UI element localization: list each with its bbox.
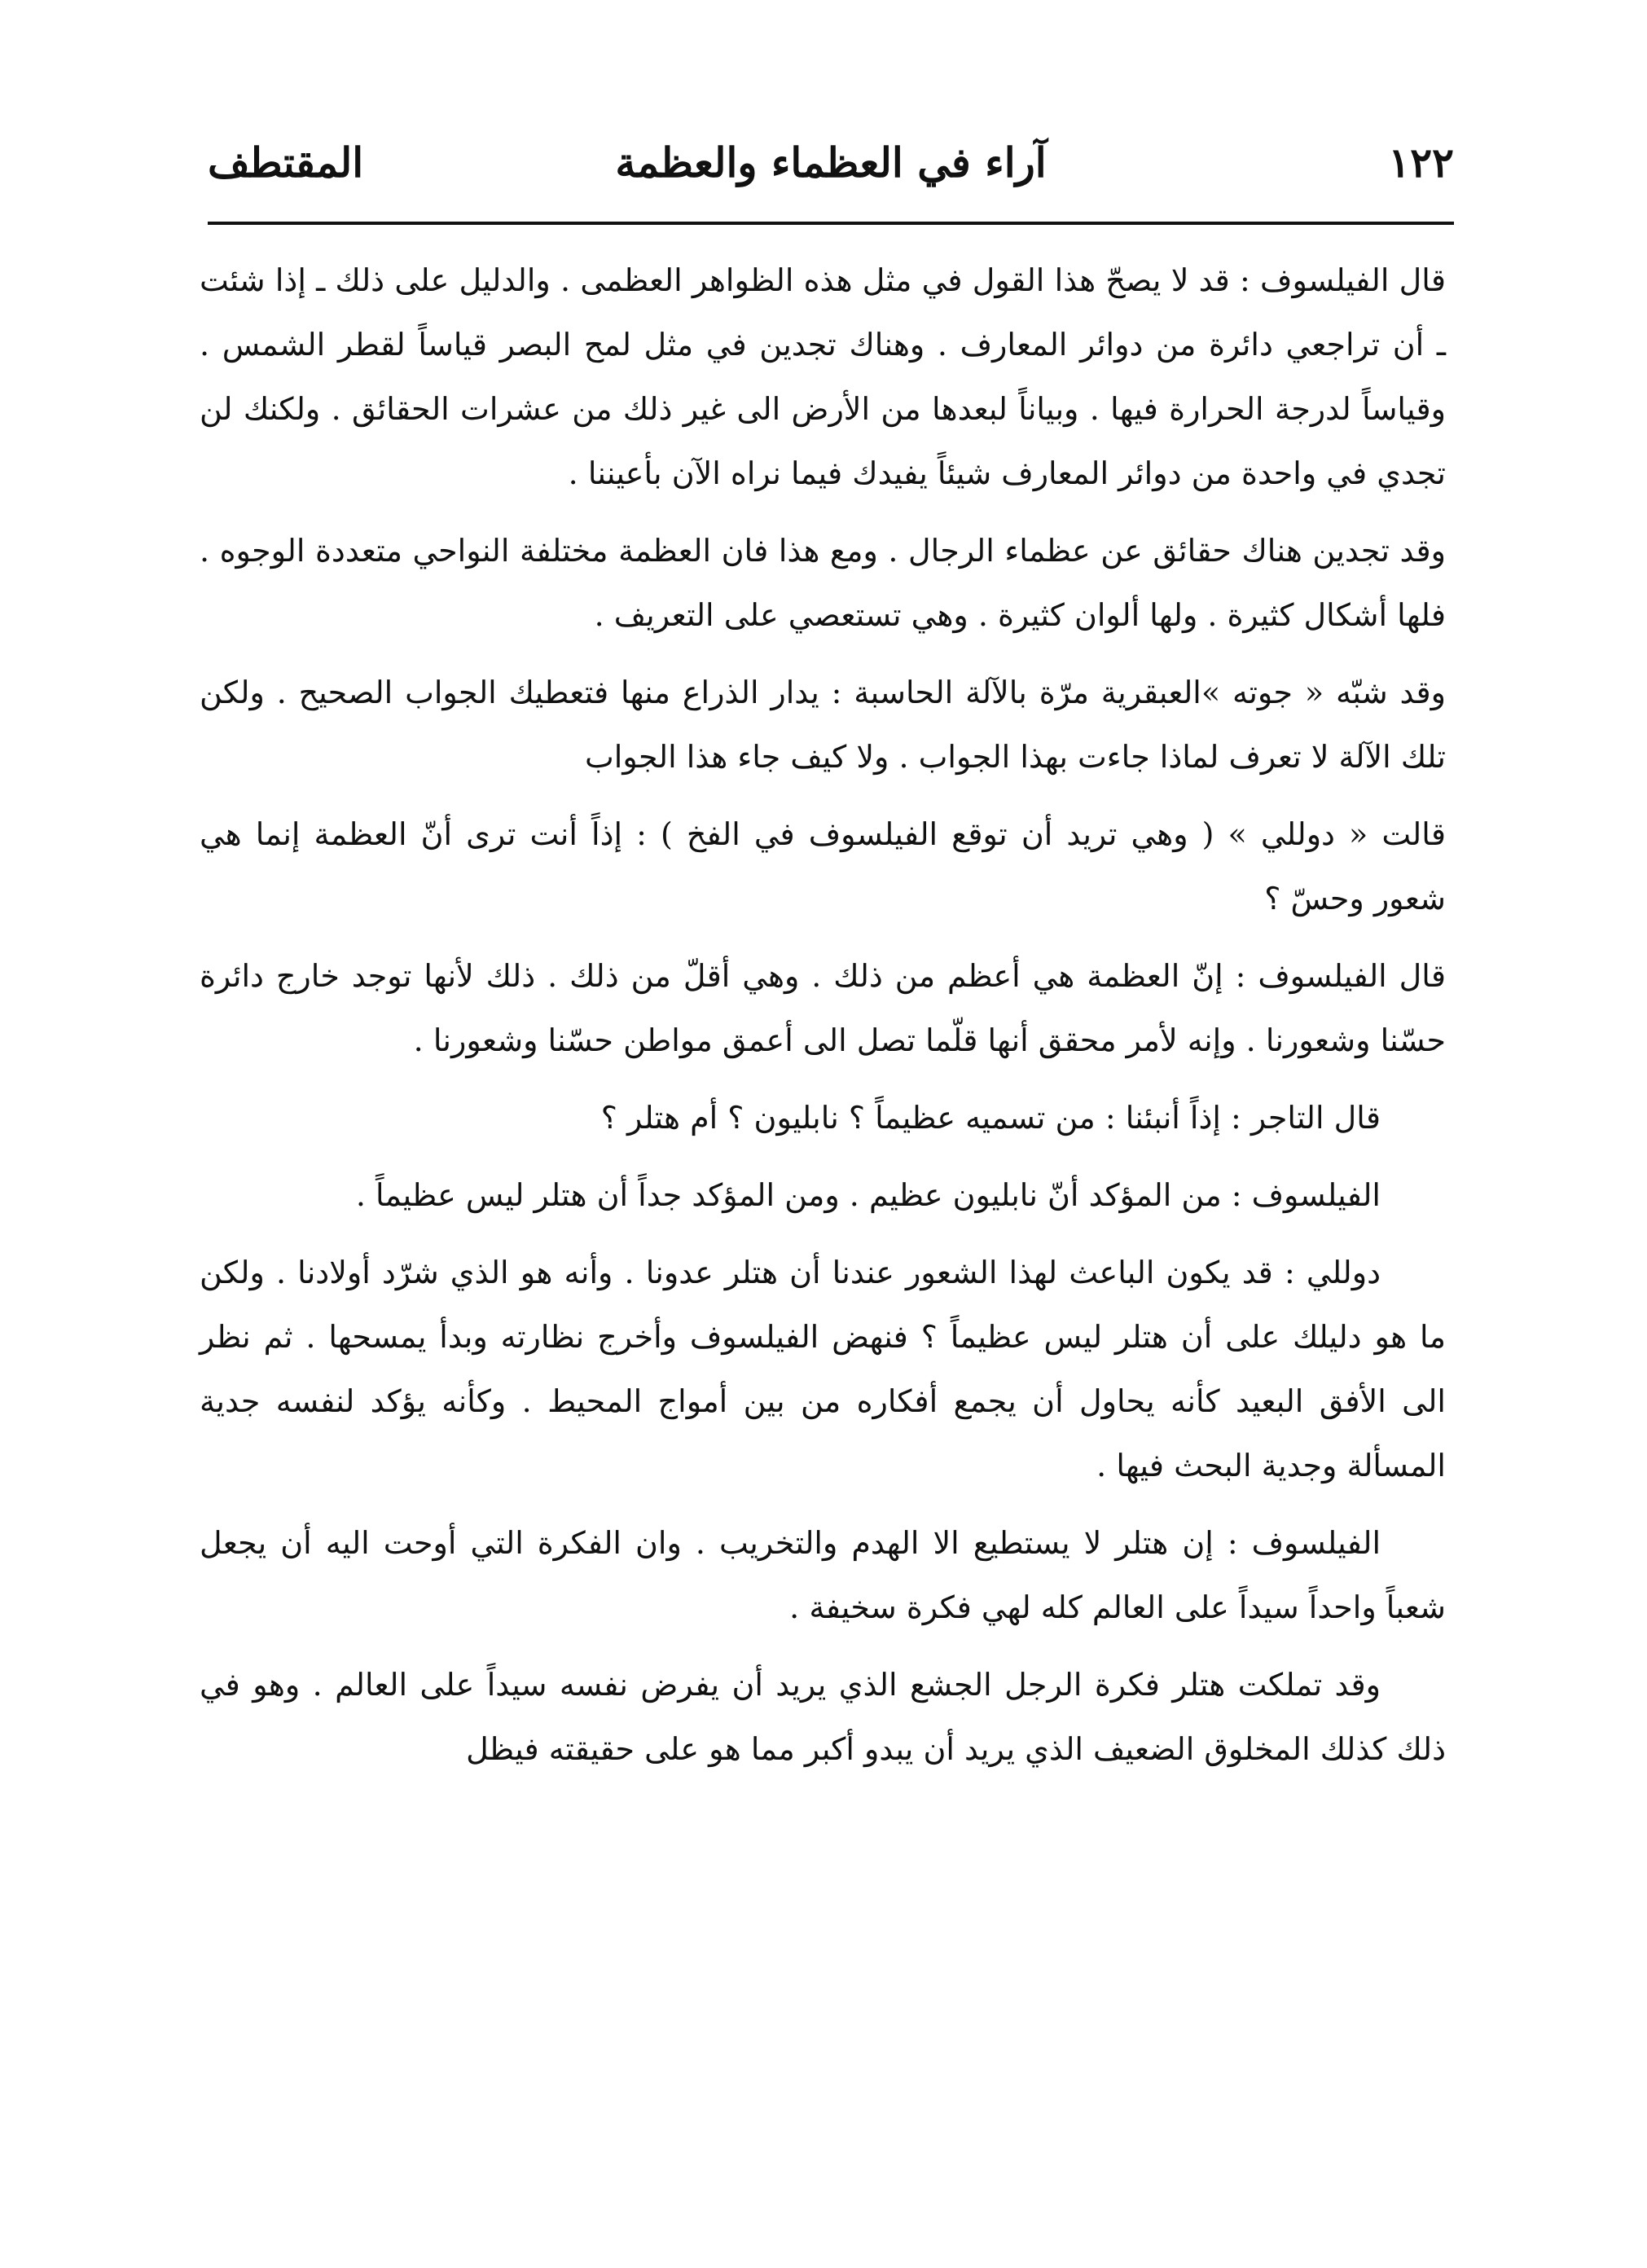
header-rule: [208, 222, 1454, 225]
page-header: [208, 122, 1454, 212]
paragraph: وقد تجدين هناك حقائق عن عظماء الرجال . ومع هذا فان العظمة مختلفة النواحي متعددة الوجوه . فلها أشكال كثيرة . ولها ألوان كثيرة . وهي تستعصي على التعريف .: [200, 533, 1446, 633]
paragraph: قالت « دوللي » ( وهي تريد أن توقع الفيلسوف في الفخ ) : إذاً أنت ترى أنّ العظمة إنما هي شعور وحسّ ؟: [200, 816, 1446, 916]
journal-name: المقتطف: [208, 138, 364, 187]
paragraph: الفيلسوف : إن هتلر لا يستطيع الا الهدم والتخريب . وان الفكرة التي أوحت اليه أن يجعل شعباً واحداً سيداً على العالم كله لهي فكرة سخيفة .: [200, 1525, 1446, 1625]
paragraph: قال الفيلسوف : قد لا يصحّ هذا القول في مثل هذه الظواهر العظمى . والدليل على ذلك ـ إذا شئت ـ أن تراجعي دائرة من دوائر المعارف . وهناك تجدين في مثل لمح البصر قياساً لقطر الشمس . وقياساً لدرجة الحرارة فيها . وبياناً لبعدها من الأرض الى غير ذلك من عشرات الحقائق . ولكنك لن تجدي في واحدة من دوائر المعارف شيئاً يفيدك فيما نراه الآن بأعيننا .: [200, 262, 1446, 491]
paragraph: الفيلسوف : من المؤكد أنّ نابليون عظيم . ومن المؤكد جداً أن هتلر ليس عظيماً .: [355, 1177, 1381, 1213]
running-title: آراء في العظماء والعظمة: [615, 138, 1047, 187]
paragraph: قال التاجر : إذاً أنبئنا : من تسميه عظيماً ؟ نابليون ؟ أم هتلر ؟: [600, 1100, 1381, 1136]
paragraph: قال الفيلسوف : إنّ العظمة هي أعظم من ذلك . وهي أقلّ من ذلك . ذلك لأنها توجد خارج دائرة حسّنا وشعورنا . وإنه لأمر محقق أنها قلّما تصل الى أعمق مواطن حسّنا وشعورنا .: [200, 958, 1446, 1058]
paragraph: وقد شبّه « جوته »العبقرية مرّة بالآلة الحاسبة : يدار الذراع منها فتعطيك الجواب الصحيح . ولكن تلك الآلة لا تعرف لماذا جاءت بهذا الجواب . ولا كيف جاء هذا الجواب: [200, 675, 1446, 775]
paragraph: وقد تملكت هتلر فكرة الرجل الجشع الذي يريد أن يفرض نفسه سيداً على العالم . وهو في ذلك كذلك المخلوق الضعيف الذي يريد أن يبدو أكبر مما هو على حقيقته فيظل: [200, 1667, 1446, 1767]
paragraph: دوللي : قد يكون الباعث لهذا الشعور عندنا أن هتلر عدونا . وأنه هو الذي شرّد أولادنا . ولكن ما هو دليلك على أن هتلر ليس عظيماً ؟ فنهض الفيلسوف وأخرج نظارته وبدأ يمسحها . ثم نظر الى الأفق البعيد كأنه يحاول أن يجمع أفكاره من بين أمواج المحيط . وكأنه يؤكد لنفسه جدية المسألة وجدية البحث فيها .: [200, 1255, 1446, 1483]
body-text: [200, 248, 1446, 1795]
page-number: ١٢٢: [1388, 138, 1454, 187]
